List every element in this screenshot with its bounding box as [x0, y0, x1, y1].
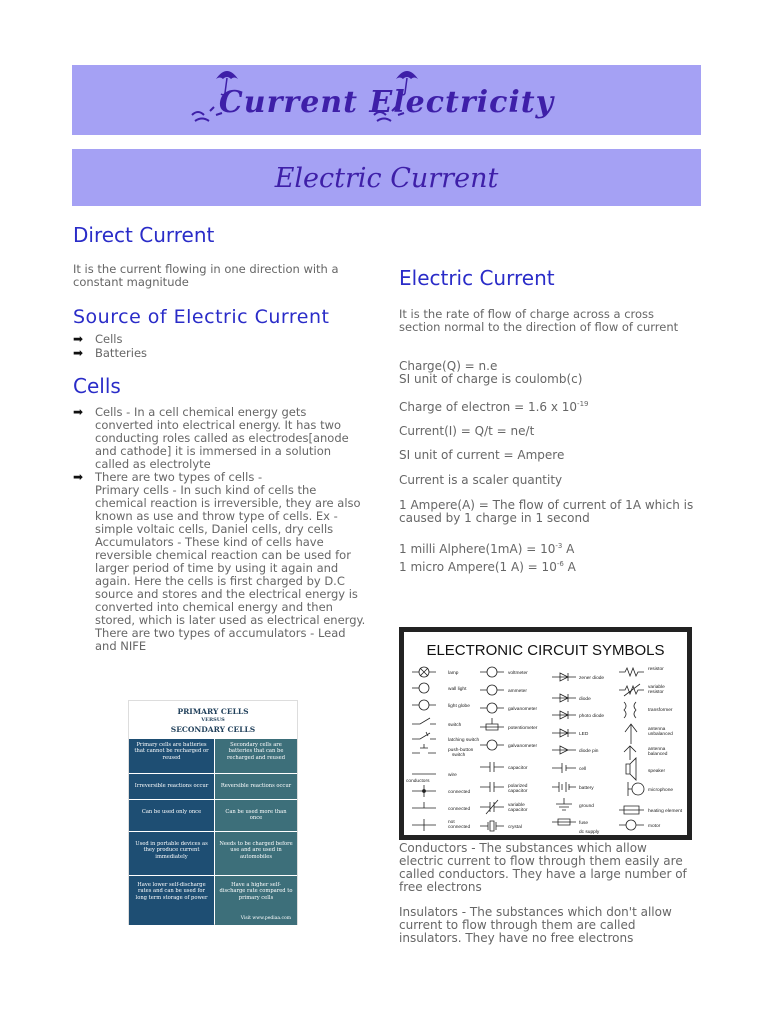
accumulators-text: Accumulators - These kind of cells have reversible chemical reaction can be used for larger period of time by using it again and again. Here the cells is first charged by D.C source and stores and the electrical energy is converted into chemical energy and then stored, which is later used as electrical energy. There are two types of accumulators - Lead and NIFE	[95, 535, 366, 653]
si-current: SI unit of current = Ampere	[399, 448, 565, 462]
svg-text:unbalanced: unbalanced	[648, 732, 673, 737]
comparison-versus: VERSUS	[201, 717, 225, 723]
svg-text:motor: motor	[648, 824, 661, 829]
milli-ampere: 1 milli Alphere(1mA) = $10^{-3}$ A	[399, 542, 575, 556]
page-subtitle: Electric Current	[274, 163, 499, 194]
svg-text:balanced: balanced	[648, 752, 668, 757]
svg-text:speaker: speaker	[648, 769, 666, 774]
circuit-symbols-icon	[404, 632, 687, 835]
primary-cells-text: Primary cells - In such kind of cells the chemical reaction is irreversible, they are also known as use and throw type of cells. Ex - simple voltaic cells, Daniel cells, dry cells	[95, 483, 361, 536]
table-cell: Can be used only once	[129, 800, 214, 831]
cells-definition: Cells - In a cell chemical energy gets converted into electrical energy. It has two conducting roles called as electrodes[anode and cathode] it is immersed in a solution called as electrolyte	[95, 405, 349, 471]
table-cell: Reversible reactions occur	[215, 774, 297, 799]
svg-text:switch: switch	[452, 753, 466, 758]
svg-text:galvanometer: galvanometer	[508, 707, 538, 712]
table-cell: Have lower self-discharge rates and can be used for long term storage of power	[129, 876, 214, 925]
micro-ampere: 1 micro Ampere(1 $A) = 10^{-6}$ A	[399, 560, 576, 574]
charge-formula: Charge(Q) = n.e	[399, 359, 498, 373]
svg-text:polarized: polarized	[508, 784, 528, 789]
comparison-grid	[129, 739, 297, 925]
svg-text:ammeter: ammeter	[508, 689, 527, 694]
svg-text:diode: diode	[579, 697, 591, 702]
direct-current-text: It is the current flowing in one direction with a constant magnitude	[73, 262, 339, 289]
arrow-icon: ➡	[73, 346, 84, 360]
svg-text:battery: battery	[579, 786, 594, 791]
list-item: ➡ Batteries	[73, 346, 148, 360]
svg-text:cell: cell	[579, 767, 587, 772]
table-cell: Can be used more than once	[215, 800, 297, 831]
svg-text:lamp: lamp	[448, 671, 459, 676]
circuit-symbols-title: ELECTRONIC CIRCUIT SYMBOLS	[426, 642, 665, 659]
svg-text:voltmeter: voltmeter	[508, 671, 528, 676]
si-charge: SI unit of charge is coulomb(c)	[399, 372, 583, 386]
arrow-icon: ➡	[73, 470, 84, 484]
svg-text:push-button: push-button	[448, 748, 474, 753]
svg-text:zener diode: zener diode	[579, 676, 605, 681]
svg-text:transformer: transformer	[648, 708, 673, 713]
conductors-text: Conductors - The substances which allow electric current to flow through them easily are called conductors. They have a large number of free electrons	[399, 841, 687, 894]
insulators-text: Insulators - The substances which don't allow current to flow through them are called insulators. They have no free electrons	[399, 905, 672, 945]
svg-text:connected: connected	[448, 807, 471, 812]
svg-text:crystal: crystal	[508, 825, 522, 830]
ampere-definition: 1 Ampere(A) = The flow of current of 1A which is caused by 1 charge in 1 second	[399, 498, 694, 525]
svg-text:diode pin: diode pin	[579, 749, 599, 754]
svg-text:connected: connected	[448, 790, 471, 795]
comparison-title-primary: PRIMARY CELLS	[177, 707, 249, 716]
svg-text:fuse: fuse	[579, 821, 589, 826]
title-banner	[72, 65, 701, 135]
subtitle-banner	[72, 149, 701, 206]
list-item: ➡ Cells	[73, 332, 123, 346]
table-cell: Needs to be charged before use and are used in automobiles	[215, 832, 297, 875]
scaler-quantity: Current is a scaler quantity	[399, 473, 563, 487]
table-cell: Have a higher self-discharge rate compared to primary cells	[215, 876, 297, 925]
svg-text:dc supply: dc supply	[579, 830, 600, 835]
svg-text:wall light: wall light	[448, 687, 467, 692]
svg-text:photo diode: photo diode	[579, 714, 605, 719]
svg-text:antenna: antenna	[648, 727, 666, 732]
svg-text:wire: wire	[448, 773, 457, 778]
comparison-title-secondary: SECONDARY CELLS	[170, 725, 256, 734]
svg-text:heating element: heating element	[648, 809, 683, 814]
arrow-icon: ➡	[73, 332, 84, 346]
svg-text:microphone: microphone	[648, 788, 674, 793]
svg-text:galvanometer: galvanometer	[508, 744, 538, 749]
svg-text:latching switch: latching switch	[448, 738, 480, 743]
table-cell: Primary cells are batteries that cannot be recharged or reused	[129, 739, 214, 773]
cells-heading: Cells	[73, 374, 121, 398]
source-list	[73, 333, 373, 360]
source-heading: Source of Electric Current	[73, 306, 330, 328]
svg-text:resistor: resistor	[648, 690, 664, 695]
svg-text:variable: variable	[648, 685, 665, 690]
cells-types-intro: There are two types of cells -	[95, 470, 263, 484]
current-formula: Current(I) = Q/t = ne/t	[399, 424, 535, 438]
cells-content	[73, 406, 366, 653]
svg-text:light globe: light globe	[448, 704, 470, 709]
table-cell: Secondary cells are batteries that can be recharged and reused	[215, 739, 297, 773]
primary-vs-secondary-cells-table	[128, 700, 298, 925]
electric-current-definition: It is the rate of flow of charge across a cross section normal to the direction of flow of current	[399, 307, 679, 334]
svg-text:switch: switch	[448, 723, 462, 728]
electron-charge: Charge of electron = 1.6 x $10^{-19}$	[399, 400, 589, 414]
direct-current-heading: Direct Current	[73, 223, 215, 247]
svg-text:capacitor: capacitor	[508, 766, 528, 771]
table-cell: Used in portable devices as they produce current immediately	[129, 832, 214, 875]
electric-current-heading: Electric Current	[399, 266, 555, 290]
arrow-icon: ➡	[73, 405, 84, 419]
circuit-symbols-chart	[399, 627, 692, 840]
svg-text:ground: ground	[579, 804, 594, 809]
svg-text:variable: variable	[508, 803, 525, 808]
svg-text:conductors: conductors	[406, 779, 430, 784]
svg-text:antenna: antenna	[648, 747, 666, 752]
comparison-footer: Visit www.pediaa.com	[240, 916, 291, 921]
svg-text:not: not	[448, 820, 455, 825]
table-cell: Irreversible reactions occur	[129, 774, 214, 799]
svg-text:potentiometer: potentiometer	[508, 726, 538, 731]
svg-text:LED: LED	[579, 732, 589, 737]
svg-text:capacitor: capacitor	[508, 789, 528, 794]
list-item	[73, 406, 366, 471]
svg-text:connected: connected	[448, 825, 471, 830]
svg-text:capacitor: capacitor	[508, 808, 528, 813]
svg-text:resistor: resistor	[648, 667, 664, 672]
page-title: Current Electricity	[218, 85, 555, 120]
list-item	[73, 471, 366, 653]
